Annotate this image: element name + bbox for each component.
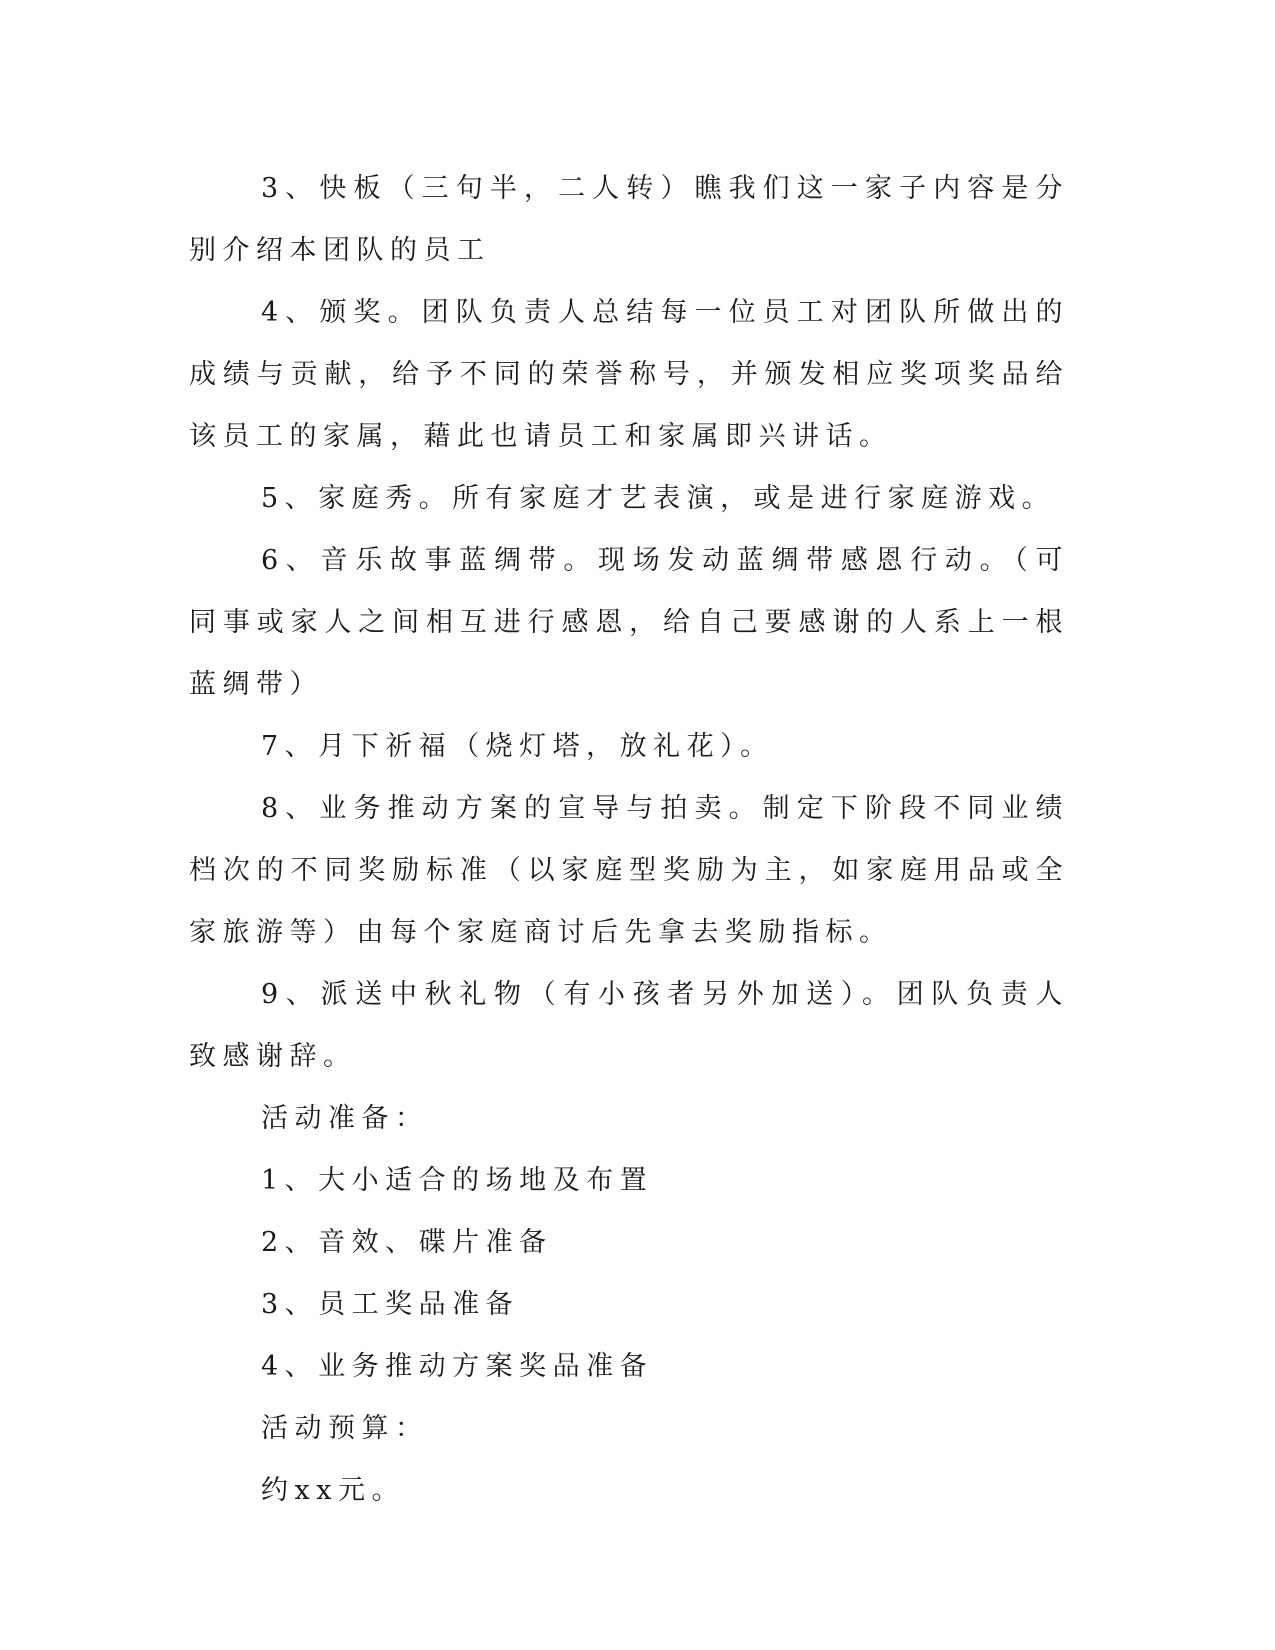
prep-item-2-audio: 2、音效、碟片准备 [261,1227,553,1258]
section-heading-budget: 活动预算： [261,1413,429,1444]
document-body [189,158,1069,1522]
prep-item-3-employee-prizes: 3、员工奖品准备 [261,1289,520,1320]
prep-item-1-venue: 1、大小适合的场地及布置 [261,1165,654,1196]
paragraph-item-3-skit: 3、快板（三句半，二人转）瞧我们这一家子内容是分别介绍本团队的员工 [189,173,1069,266]
paragraph-item-5-family-show: 5、家庭秀。所有家庭才艺表演，或是进行家庭游戏。 [261,483,1056,514]
paragraph-item-7-blessing: 7、月下祈福（烧灯塔，放礼花）。 [261,731,774,762]
paragraph-item-4-awards: 4、颁奖。团队负责人总结每一位员工对团队所做出的成绩与贡献，给予不同的荣誉称号，并颁发相应奖项奖品给该员工的家属，藉此也请员工和家属即兴讲话。 [189,297,1069,452]
paragraph-item-6-blue-ribbon: 6、音乐故事蓝绸带。现场发动蓝绸带感恩行动。（可同事或家人之间相互进行感恩，给自己要感谢的人系上一根蓝绸带） [189,545,1069,700]
prep-item-4-business-prizes: 4、业务推动方案奖品准备 [261,1351,654,1382]
section-heading-preparation: 活动准备： [261,1103,429,1134]
paragraph-item-8-business-plan: 8、业务推动方案的宣导与拍卖。制定下阶段不同业绩档次的不同奖励标准（以家庭型奖励为主，如家庭用品或全家旅游等）由每个家庭商讨后先拿去奖励指标。 [189,793,1069,948]
budget-amount: 约xx元。 [261,1475,405,1506]
paragraph-item-9-gifts: 9、派送中秋礼物（有小孩者另外加送）。团队负责人致感谢辞。 [189,979,1069,1072]
